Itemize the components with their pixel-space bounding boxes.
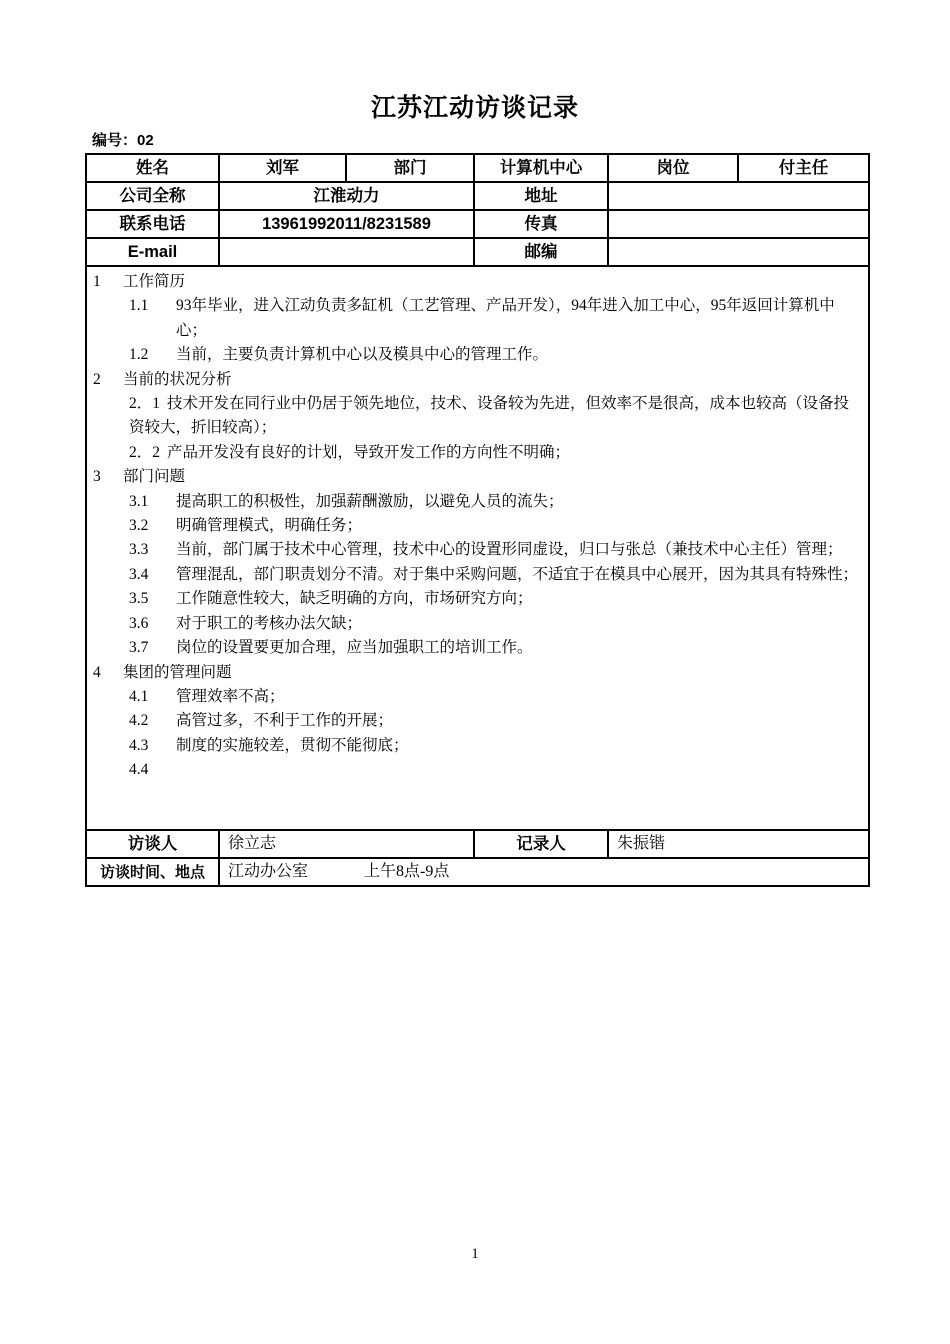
item-text: 技术开发在同行业中仍居于领先地位，技术、设备较为先进，但效率不是很高，成本也较高（设备投资较大，折旧较高）； — [129, 395, 850, 437]
value-interviewer: 徐立志 — [219, 830, 474, 858]
item-3-5 — [129, 587, 860, 611]
item-number: 1.2 — [129, 346, 149, 364]
item-text: 高管过多，不利于工作的开展； — [176, 712, 394, 730]
label-fax: 传真 — [474, 210, 608, 238]
page-number: 1 — [471, 1246, 479, 1262]
item-4-1 — [129, 685, 860, 709]
item-number: 4.1 — [129, 687, 149, 705]
section-2-heading — [93, 368, 860, 392]
item-3-6 — [129, 612, 860, 636]
item-3-1 — [129, 490, 860, 514]
item-text: 当前，部门属于技术中心管理，技术中心的设置形同虚设，归口与张总（兼技术中心主任）管理； — [176, 541, 843, 559]
interview-record-table — [85, 153, 870, 887]
item-number: 3.3 — [129, 541, 149, 559]
item-text: 93年毕业，进入江动负责多缸机（工艺管理、产品开发），94年进入加工中心，95年返回计算机中心； — [176, 297, 835, 339]
section-title: 当前的状况分析 — [123, 370, 232, 388]
item-text: 管理效率不高； — [176, 687, 285, 705]
item-text: 工作随意性较大，缺乏明确的方向，市场研究方向； — [176, 590, 533, 608]
section-number: 1 — [93, 273, 101, 290]
item-text — [176, 758, 860, 782]
value-postcode — [608, 238, 869, 266]
label-time-place: 访谈时间、地点 — [86, 858, 219, 886]
notes-row — [86, 266, 869, 830]
value-time-place — [219, 858, 869, 886]
item-3-4 — [129, 563, 860, 587]
section-title: 集团的管理问题 — [123, 663, 232, 681]
label-phone: 联系电话 — [86, 210, 219, 238]
info-row-phone — [86, 210, 869, 238]
label-recorder: 记录人 — [474, 830, 608, 858]
item-text: 产品开发没有良好的计划，导致开发工作的方向性不明确； — [167, 443, 571, 461]
value-address — [608, 182, 869, 210]
interview-notes-cell — [86, 266, 869, 830]
label-department: 部门 — [346, 154, 474, 182]
label-email: E-mail — [86, 238, 219, 266]
value-department: 计算机中心 — [474, 154, 608, 182]
item-number: 3.6 — [129, 614, 149, 632]
item-4-4 — [129, 758, 860, 782]
item-2-1 — [129, 392, 860, 441]
item-2-2 — [129, 441, 860, 465]
section-number: 3 — [93, 468, 101, 486]
section-title: 工作简历 — [123, 273, 186, 290]
item-number: 3.5 — [129, 590, 149, 608]
value-company: 江淮动力 — [219, 182, 474, 210]
info-row-email — [86, 238, 869, 266]
section-title: 部门问题 — [123, 468, 186, 486]
item-number: 4.4 — [129, 761, 149, 779]
value-fax — [608, 210, 869, 238]
value-name: 刘军 — [219, 154, 346, 182]
item-number: 2．1 — [129, 395, 161, 413]
section-3-heading — [93, 465, 860, 489]
footer-row-time-place — [86, 858, 869, 886]
section-number: 2 — [93, 370, 101, 388]
interview-place: 江动办公室 — [228, 863, 309, 880]
item-text: 提高职工的积极性，加强薪酬激励，以避免人员的流失； — [176, 492, 564, 510]
item-3-3 — [129, 538, 860, 562]
item-text: 明确管理模式，明确任务； — [176, 517, 363, 535]
item-text: 岗位的设置要更加合理，应当加强职工的培训工作。 — [176, 639, 533, 657]
section-number: 4 — [93, 663, 101, 681]
item-3-7 — [129, 636, 860, 660]
value-recorder: 朱振锴 — [608, 830, 869, 858]
info-row-name — [86, 154, 869, 182]
item-number: 3.1 — [129, 492, 149, 510]
value-phone: 13961992011/8231589 — [219, 210, 474, 238]
item-3-2 — [129, 514, 860, 538]
footer-row-people — [86, 830, 869, 858]
item-text: 对于职工的考核办法欠缺； — [176, 614, 363, 632]
value-email — [219, 238, 474, 266]
label-position: 岗位 — [608, 154, 738, 182]
label-postcode: 邮编 — [474, 238, 608, 266]
item-text: 制度的实施较差，贯彻不能彻底； — [176, 736, 409, 754]
item-number: 1.1 — [129, 297, 149, 315]
item-number: 3.7 — [129, 639, 149, 657]
section-4-heading — [93, 661, 860, 685]
item-number: 4.2 — [129, 712, 149, 730]
item-number: 3.4 — [129, 565, 149, 583]
item-4-3 — [129, 734, 860, 758]
info-row-company — [86, 182, 869, 210]
section-1-heading — [93, 270, 860, 294]
item-1-1 — [129, 294, 860, 343]
item-number: 2．2 — [129, 443, 161, 461]
label-interviewer: 访谈人 — [86, 830, 219, 858]
item-number: 3.2 — [129, 517, 149, 535]
label-address: 地址 — [474, 182, 608, 210]
item-text: 当前，主要负责计算机中心以及模具中心的管理工作。 — [176, 346, 549, 364]
document-number: 编号：02 — [92, 132, 154, 149]
document-title: 江苏江动访谈记录 — [370, 94, 579, 122]
item-1-2 — [129, 343, 860, 367]
item-number: 4.3 — [129, 736, 149, 754]
label-company: 公司全称 — [86, 182, 219, 210]
label-name: 姓名 — [86, 154, 219, 182]
item-4-2 — [129, 709, 860, 733]
interview-time: 上午8点-9点 — [364, 863, 450, 880]
value-position: 付主任 — [738, 154, 869, 182]
item-text: 管理混乱，部门职责划分不清。对于集中采购问题，不适宜于在模具中心展开，因为其具有特殊性； — [176, 565, 859, 583]
